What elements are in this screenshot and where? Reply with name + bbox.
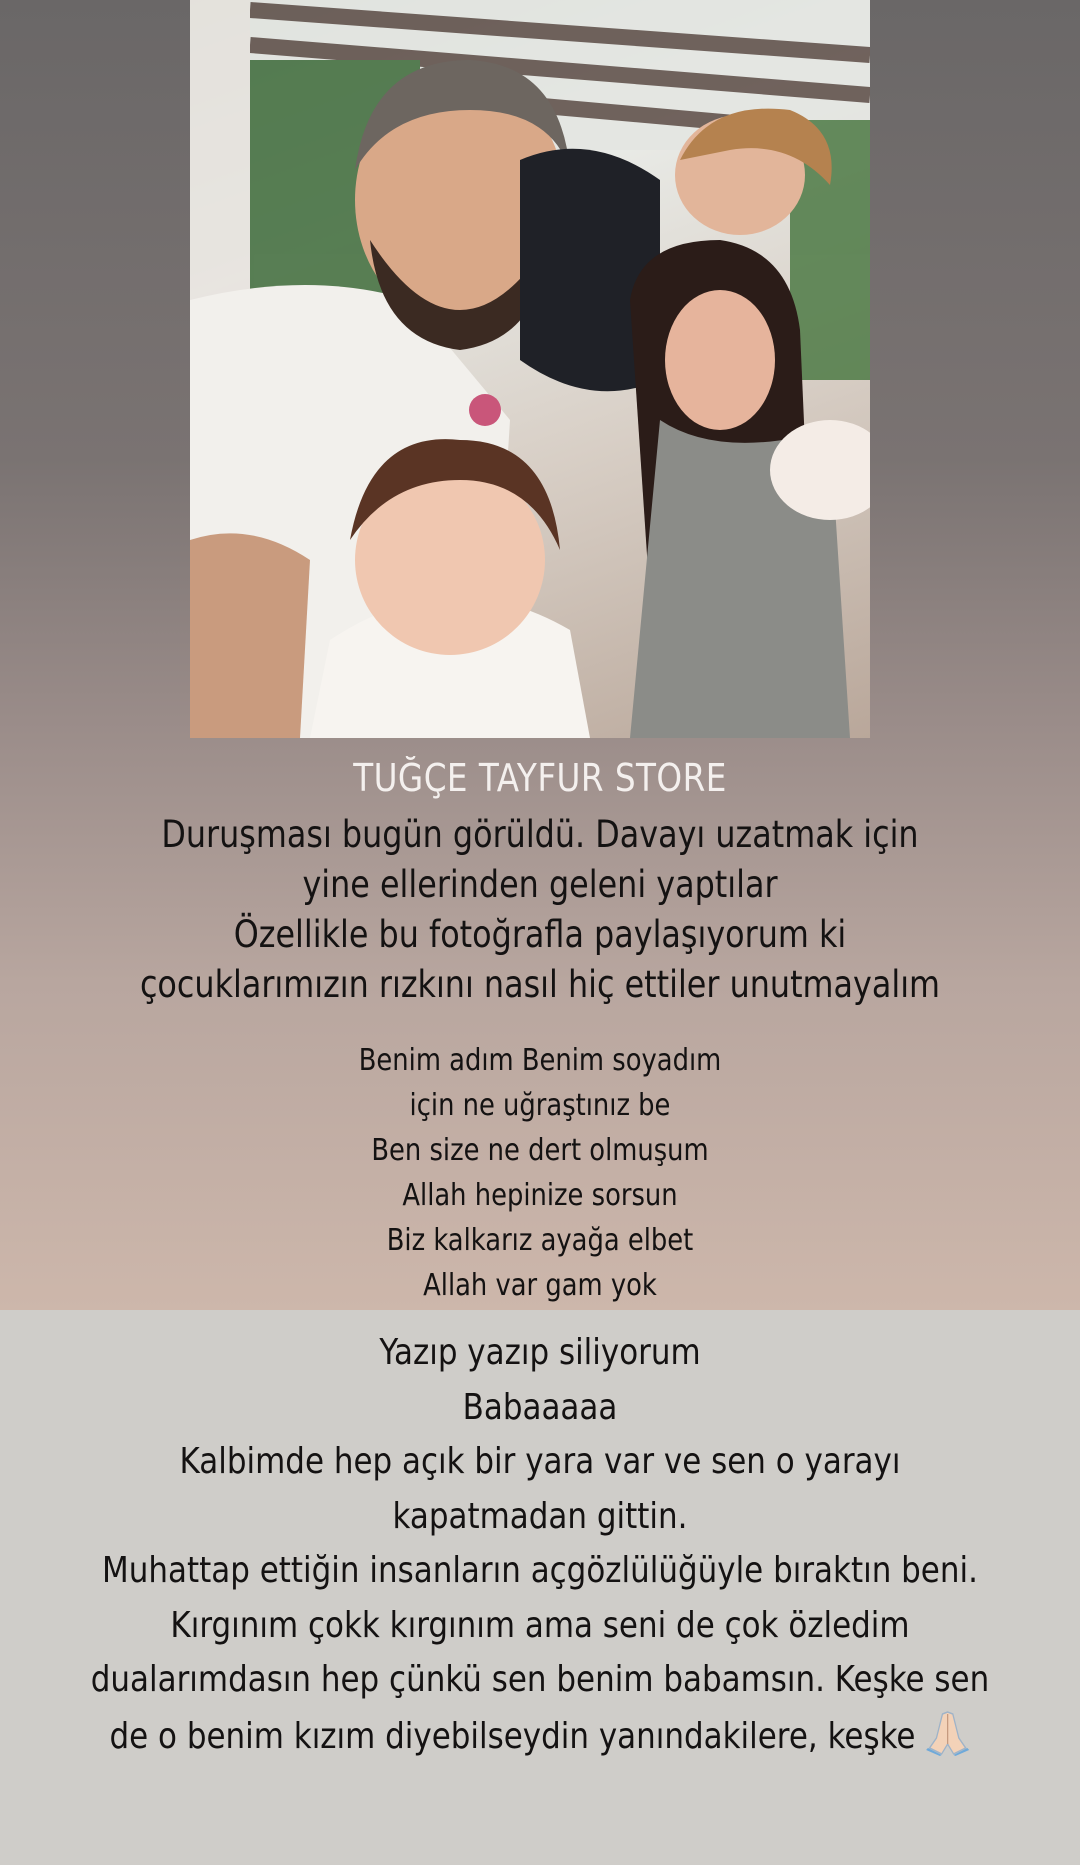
message-block-3 (76, 1326, 1005, 1772)
message-line: Özellikle bu fotoğrafla paylaşıyorum ki (233, 913, 847, 956)
message-line-text: de o benim kızım diyebilseydin yanındakilere, keşke (109, 1715, 916, 1757)
message-line: için ne uğraştınız be (409, 1088, 671, 1123)
message-line: dualarımdasın hep çünkü sen benim babamsın. Keşke sen (90, 1659, 990, 1700)
message-block-1 (76, 810, 1005, 1010)
message-line: çocuklarımızın rızkını nasıl hiç ettiler unutmayalım (139, 963, 941, 1006)
message-line: Kırgınım çokk kırgınım ama seni de çok özledim (170, 1604, 910, 1646)
message-line: Babaaaaa (462, 1386, 618, 1428)
message-line: Allah hepinize sorsun (402, 1178, 678, 1213)
message-line: Biz kalkarız ayağa elbet (386, 1223, 694, 1258)
message-line: kapatmadan gittin. (392, 1495, 688, 1537)
message-line: yine ellerinden geleni yaptılar (302, 863, 778, 906)
message-line: Duruşması bugün görüldü. Davayı uzatmak için (161, 813, 919, 856)
message-line: Kalbimde hep açık bir yara var ve sen o yarayı (179, 1441, 901, 1482)
message-line: Yazıp yazıp siliyorum (379, 1332, 701, 1373)
message-line-last (76, 1708, 1005, 1773)
message-line: Muhattap ettiğin insanların açgözlülüğüyle bıraktın beni. (102, 1550, 978, 1591)
message-block-2 (76, 1038, 1005, 1308)
message-line: Ben size ne dert olmuşum (371, 1133, 709, 1168)
message-line: Benim adım Benim soyadım (358, 1043, 722, 1078)
message-line: Allah var gam yok (423, 1268, 657, 1303)
family-photo (190, 0, 870, 738)
store-title: TUĞÇE TAYFUR STORE (353, 756, 727, 800)
folded-hands-icon (924, 1708, 970, 1773)
